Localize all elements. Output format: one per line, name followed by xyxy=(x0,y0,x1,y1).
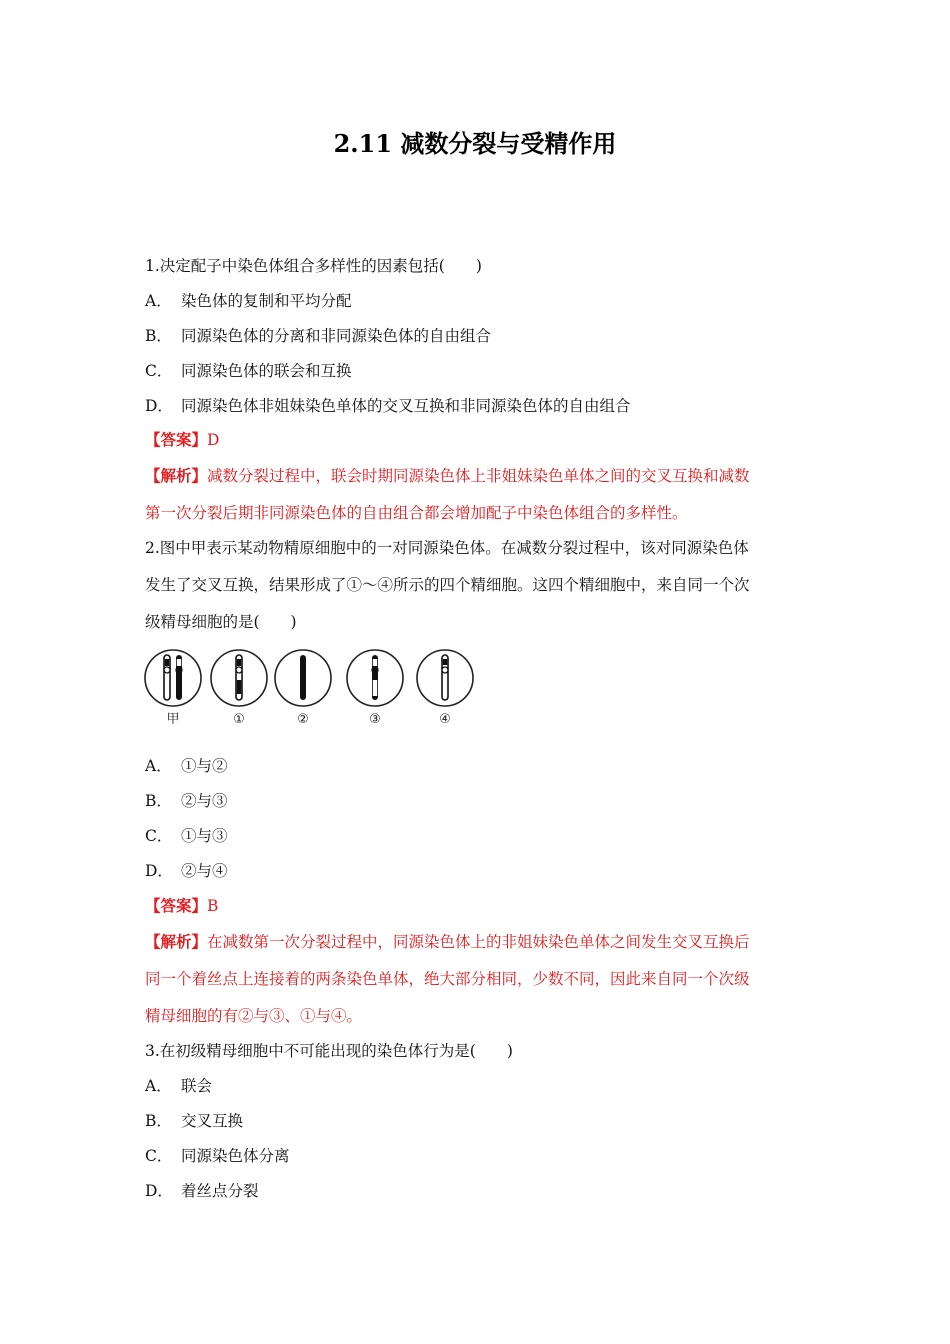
answer-label: 【答案】 xyxy=(145,430,208,449)
q2-stem-line-3: 级精母细胞的是( ) xyxy=(145,613,297,631)
option-text: 联会 xyxy=(181,1077,213,1095)
q2-option-c xyxy=(145,826,228,846)
option-letter: B． xyxy=(145,1112,172,1130)
q3-option-d xyxy=(145,1181,259,1201)
q1-option-d xyxy=(145,396,631,416)
option-text: ②与③ xyxy=(181,792,228,810)
analysis-text: 在减数第一次分裂过程中，同源染色体上的非姐妹染色单体之间发生交叉互换后 xyxy=(207,933,750,951)
option-text: ②与④ xyxy=(181,862,228,880)
analysis-text: 减数分裂过程中，联会时期同源染色体上非姐妹染色单体之间的交叉互换和减数 xyxy=(207,467,750,485)
q3-option-b xyxy=(145,1111,243,1131)
q1-option-b xyxy=(145,326,491,346)
q3-option-a xyxy=(145,1076,212,1096)
option-letter: C． xyxy=(145,1147,173,1165)
option-letter: A． xyxy=(145,757,172,775)
q2-analysis-line-2: 同一个着丝点上连接着的两条染色单体，绝大部分相同，少数不同，因此来自同一个次级 xyxy=(145,970,750,988)
figure-label-4: ④ xyxy=(439,712,451,727)
option-text: 同源染色体非姐妹染色单体的交叉互换和非同源染色体的自由组合 xyxy=(181,397,631,415)
q2-analysis-line-1 xyxy=(145,932,750,952)
option-letter: D． xyxy=(145,862,173,880)
q2-stem-line-1: 2.图中甲表示某动物精原细胞中的一对同源染色体。在减数分裂过程中，该对同源染色体 xyxy=(145,539,749,557)
q3-option-c xyxy=(145,1146,290,1166)
q1-analysis-line-1 xyxy=(145,466,750,486)
page-title: 2.11 减数分裂与受精作用 xyxy=(333,129,617,158)
option-letter: D． xyxy=(145,397,173,415)
option-text: 同源染色体的联会和互换 xyxy=(181,362,352,380)
q2-option-b xyxy=(145,791,228,811)
q1-option-a xyxy=(145,291,352,311)
q1-option-c xyxy=(145,361,352,381)
option-text: 交叉互换 xyxy=(181,1112,244,1130)
q2-option-d xyxy=(145,861,228,881)
q1-answer xyxy=(145,430,219,450)
cell-3 xyxy=(347,650,403,706)
option-letter: B． xyxy=(145,792,172,810)
option-letter: C． xyxy=(145,362,173,380)
q3-stem: 3.在初级精母细胞中不可能出现的染色体行为是( ) xyxy=(145,1042,513,1060)
cell-1 xyxy=(211,650,267,706)
cell-jia xyxy=(145,650,201,706)
figure-label-2: ② xyxy=(297,712,309,727)
analysis-label: 【解析】 xyxy=(145,466,208,485)
option-letter: B． xyxy=(145,327,172,345)
answer-value: B xyxy=(207,897,219,915)
analysis-label: 【解析】 xyxy=(145,932,208,951)
option-letter: A． xyxy=(145,1077,172,1095)
option-text: ①与③ xyxy=(181,827,228,845)
option-text: 同源染色体分离 xyxy=(181,1147,290,1165)
figure-label-jia: 甲 xyxy=(166,712,180,727)
q2-analysis-line-3: 精母细胞的有②与③、①与④。 xyxy=(145,1007,363,1025)
cell-4 xyxy=(417,650,473,706)
answer-label: 【答案】 xyxy=(145,896,208,915)
option-text: ①与② xyxy=(181,757,228,775)
option-letter: D． xyxy=(145,1182,173,1200)
chromosome-figure xyxy=(143,645,478,727)
answer-value: D xyxy=(207,431,220,449)
option-text: 染色体的复制和平均分配 xyxy=(181,292,352,310)
q2-answer xyxy=(145,896,218,916)
cell-2 xyxy=(275,650,331,706)
figure-label-3: ③ xyxy=(369,712,381,727)
option-letter: A． xyxy=(145,292,172,310)
figure-label-1: ① xyxy=(233,712,245,727)
option-text: 同源染色体的分离和非同源染色体的自由组合 xyxy=(181,327,492,345)
q1-stem: 1.决定配子中染色体组合多样性的因素包括( ) xyxy=(145,257,482,275)
q1-analysis-line-2: 第一次分裂后期非同源染色体的自由组合都会增加配子中染色体组合的多样性。 xyxy=(145,504,688,522)
q2-option-a xyxy=(145,756,228,776)
option-text: 着丝点分裂 xyxy=(181,1182,259,1200)
option-letter: C． xyxy=(145,827,173,845)
q2-stem-line-2: 发生了交叉互换，结果形成了①～④所示的四个精细胞。这四个精细胞中，来自同一个次 xyxy=(145,576,750,594)
